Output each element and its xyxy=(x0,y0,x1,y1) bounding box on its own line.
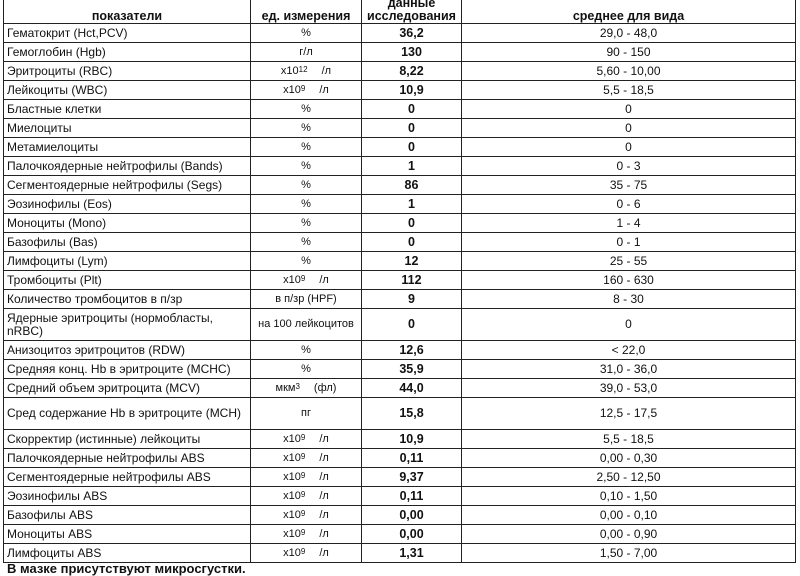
indicator-name: Метамиелоциты xyxy=(4,138,251,157)
indicator-name: Сегментоядерные нейтрофилы (Segs) xyxy=(4,176,251,195)
unit-suffix: /л xyxy=(319,273,329,286)
reference-range: 1 - 4 xyxy=(462,214,796,233)
unit-exponent: 12 xyxy=(298,64,308,74)
result-value: 0 xyxy=(362,214,462,233)
table-row xyxy=(4,252,796,271)
reference-range: 0 xyxy=(462,100,796,119)
table-row xyxy=(4,138,796,157)
unit-exponent: 9 xyxy=(300,546,306,556)
result-value: 44,0 xyxy=(362,379,462,398)
unit-cell: % xyxy=(251,100,362,119)
reference-range: 0 xyxy=(462,119,796,138)
result-value: 10,9 xyxy=(362,430,462,449)
indicator-name: Лейкоциты (WBC) xyxy=(4,81,251,100)
reference-range: 5,5 - 18,5 xyxy=(462,430,796,449)
result-value: 0,11 xyxy=(362,487,462,506)
reference-range: 12,5 - 17,5 xyxy=(462,398,796,430)
unit-cell: % xyxy=(251,119,362,138)
unit-base: мкм xyxy=(275,381,296,394)
reference-range: 0,00 - 0,10 xyxy=(462,506,796,525)
reference-range: 5,60 - 10,00 xyxy=(462,62,796,81)
result-value: 0,00 xyxy=(362,506,462,525)
unit-exponent: 9 xyxy=(300,273,306,283)
table-row xyxy=(4,449,796,468)
table-row xyxy=(4,233,796,252)
table-row xyxy=(4,468,796,487)
table-row xyxy=(4,195,796,214)
reference-range: 0,00 - 0,30 xyxy=(462,449,796,468)
result-value: 36,2 xyxy=(362,24,462,43)
unit-cell: в п/зр (HPF) xyxy=(251,290,362,309)
result-value: 112 xyxy=(362,271,462,290)
table-row xyxy=(4,271,796,290)
reference-range: 31,0 - 36,0 xyxy=(462,360,796,379)
table-row xyxy=(4,119,796,138)
unit-cell: % xyxy=(251,157,362,176)
result-value: 0,11 xyxy=(362,449,462,468)
unit-cell xyxy=(251,544,362,563)
unit-cell: % xyxy=(251,195,362,214)
unit-cell: % xyxy=(251,360,362,379)
indicator-name: Сред содержание Hb в эритроците (MCH) xyxy=(4,398,251,430)
result-value: 1,31 xyxy=(362,544,462,563)
unit-cell: % xyxy=(251,252,362,271)
unit-base: x10 xyxy=(283,546,301,559)
indicator-name: Гемоглобин (Hgb) xyxy=(4,43,251,62)
unit-suffix: /л xyxy=(319,546,329,559)
reference-range: 0,00 - 0,90 xyxy=(462,525,796,544)
header-reference: среднее для вида xyxy=(462,0,796,24)
indicator-name: Миелоциты xyxy=(4,119,251,138)
unit-base: x10 xyxy=(283,527,301,540)
table-row xyxy=(4,341,796,360)
table-row xyxy=(4,487,796,506)
table-row xyxy=(4,379,796,398)
header-result: данные исследования xyxy=(362,0,462,24)
result-value: 9 xyxy=(362,290,462,309)
unit-cell: на 100 лейкоцитов xyxy=(251,309,362,341)
table-row xyxy=(4,360,796,379)
reference-range: 1,50 - 7,00 xyxy=(462,544,796,563)
indicator-name: Лимфоциты ABS xyxy=(4,544,251,563)
unit-cell: % xyxy=(251,341,362,360)
indicator-name: Лимфоциты (Lym) xyxy=(4,252,251,271)
result-value: 0 xyxy=(362,138,462,157)
table-row xyxy=(4,506,796,525)
result-value: 35,9 xyxy=(362,360,462,379)
result-value: 0 xyxy=(362,309,462,341)
result-value: 86 xyxy=(362,176,462,195)
unit-exponent: 9 xyxy=(300,83,306,93)
indicator-name: Эозинофилы ABS xyxy=(4,487,251,506)
result-value: 1 xyxy=(362,195,462,214)
unit-suffix: /л xyxy=(319,432,329,445)
reference-range: 0 xyxy=(462,309,796,341)
indicator-name: Средний объем эритроцита (MCV) xyxy=(4,379,251,398)
unit-suffix: (фл) xyxy=(313,381,337,394)
footnote: В мазке присутствуют микросгустки. xyxy=(7,561,246,576)
table-row xyxy=(4,430,796,449)
unit-suffix: /л xyxy=(319,508,329,521)
unit-cell: % xyxy=(251,176,362,195)
indicator-name: Базофилы ABS xyxy=(4,506,251,525)
result-value: 0 xyxy=(362,119,462,138)
result-value: 10,9 xyxy=(362,81,462,100)
reference-range: 25 - 55 xyxy=(462,252,796,271)
unit-base: x10 xyxy=(280,64,299,77)
table-row xyxy=(4,214,796,233)
indicator-name: Средняя конц. Hb в эритроците (MCHC) xyxy=(4,360,251,379)
unit-cell xyxy=(251,506,362,525)
unit-suffix: /л xyxy=(319,527,329,540)
result-value: 1 xyxy=(362,157,462,176)
unit-cell xyxy=(251,468,362,487)
result-value: 0 xyxy=(362,100,462,119)
result-value: 12 xyxy=(362,252,462,271)
unit-exponent: 9 xyxy=(300,527,306,537)
indicator-name: Скорректир (истинные) лейкоциты xyxy=(4,430,251,449)
result-value: 9,37 xyxy=(362,468,462,487)
table-row xyxy=(4,309,796,341)
reference-range: < 22,0 xyxy=(462,341,796,360)
table-header-row xyxy=(4,0,796,24)
unit-suffix: /л xyxy=(319,83,329,96)
table-row xyxy=(4,544,796,563)
indicator-name: Базофилы (Bas) xyxy=(4,233,251,252)
unit-base: x10 xyxy=(283,451,301,464)
indicator-name: Сегментоядерные нейтрофилы ABS xyxy=(4,468,251,487)
reference-range: 0,10 - 1,50 xyxy=(462,487,796,506)
unit-cell xyxy=(251,379,362,398)
reference-range: 5,5 - 18,5 xyxy=(462,81,796,100)
table-row xyxy=(4,43,796,62)
table-row xyxy=(4,290,796,309)
header-indicator: показатели xyxy=(4,0,251,24)
unit-cell xyxy=(251,81,362,100)
unit-base: x10 xyxy=(283,83,301,96)
table-body xyxy=(4,24,796,563)
unit-base: x10 xyxy=(283,273,301,286)
indicator-name: Ядерные эритроциты (нормобласты, nRBC) xyxy=(4,309,251,341)
unit-cell: пг xyxy=(251,398,362,430)
reference-range: 39,0 - 53,0 xyxy=(462,379,796,398)
unit-suffix: /л xyxy=(319,489,329,502)
indicator-name: Палочкоядерные нейтрофилы ABS xyxy=(4,449,251,468)
result-value: 0 xyxy=(362,233,462,252)
indicator-name: Тромбоциты (Plt) xyxy=(4,271,251,290)
unit-exponent: 3 xyxy=(295,381,300,391)
reference-range: 0 - 1 xyxy=(462,233,796,252)
indicator-name: Палочкоядерные нейтрофилы (Bands) xyxy=(4,157,251,176)
reference-range: 90 - 150 xyxy=(462,43,796,62)
reference-range: 0 - 6 xyxy=(462,195,796,214)
reference-range: 8 - 30 xyxy=(462,290,796,309)
table-row xyxy=(4,398,796,430)
table-row xyxy=(4,62,796,81)
unit-cell: % xyxy=(251,138,362,157)
table-row xyxy=(4,24,796,43)
reference-range: 160 - 630 xyxy=(462,271,796,290)
result-value: 130 xyxy=(362,43,462,62)
unit-cell: % xyxy=(251,233,362,252)
indicator-name: Моноциты ABS xyxy=(4,525,251,544)
unit-base: x10 xyxy=(283,489,301,502)
unit-cell: г/л xyxy=(251,43,362,62)
unit-exponent: 9 xyxy=(300,451,306,461)
indicator-name: Бластные клетки xyxy=(4,100,251,119)
unit-cell xyxy=(251,271,362,290)
blood-test-table xyxy=(3,0,796,563)
table-row xyxy=(4,100,796,119)
unit-cell: % xyxy=(251,24,362,43)
result-value: 12,6 xyxy=(362,341,462,360)
unit-cell xyxy=(251,62,362,81)
indicator-name: Эритроциты (RBC) xyxy=(4,62,251,81)
reference-range: 2,50 - 12,50 xyxy=(462,468,796,487)
unit-suffix: /л xyxy=(319,451,329,464)
unit-cell: % xyxy=(251,214,362,233)
result-value: 8,22 xyxy=(362,62,462,81)
indicator-name: Количество тромбоцитов в п/зр xyxy=(4,290,251,309)
result-value: 0,00 xyxy=(362,525,462,544)
table-row xyxy=(4,157,796,176)
unit-cell xyxy=(251,525,362,544)
reference-range: 29,0 - 48,0 xyxy=(462,24,796,43)
unit-exponent: 9 xyxy=(300,432,306,442)
indicator-name: Моноциты (Mono) xyxy=(4,214,251,233)
unit-base: x10 xyxy=(283,470,301,483)
table-row xyxy=(4,81,796,100)
unit-cell xyxy=(251,449,362,468)
result-value: 15,8 xyxy=(362,398,462,430)
reference-range: 0 xyxy=(462,138,796,157)
header-unit: ед. измерения xyxy=(251,0,362,24)
table-row xyxy=(4,525,796,544)
unit-cell xyxy=(251,487,362,506)
indicator-name: Анизоцитоз эритроцитов (RDW) xyxy=(4,341,251,360)
reference-range: 0 - 3 xyxy=(462,157,796,176)
unit-base: x10 xyxy=(283,508,301,521)
unit-suffix: /л xyxy=(321,64,332,77)
indicator-name: Гематокрит (Hct,PCV) xyxy=(4,24,251,43)
unit-base: x10 xyxy=(283,432,301,445)
unit-suffix: /л xyxy=(319,470,329,483)
reference-range: 35 - 75 xyxy=(462,176,796,195)
unit-exponent: 9 xyxy=(300,470,306,480)
indicator-name: Эозинофилы (Eos) xyxy=(4,195,251,214)
unit-exponent: 9 xyxy=(300,489,306,499)
table-row xyxy=(4,176,796,195)
unit-cell xyxy=(251,430,362,449)
unit-exponent: 9 xyxy=(300,508,306,518)
